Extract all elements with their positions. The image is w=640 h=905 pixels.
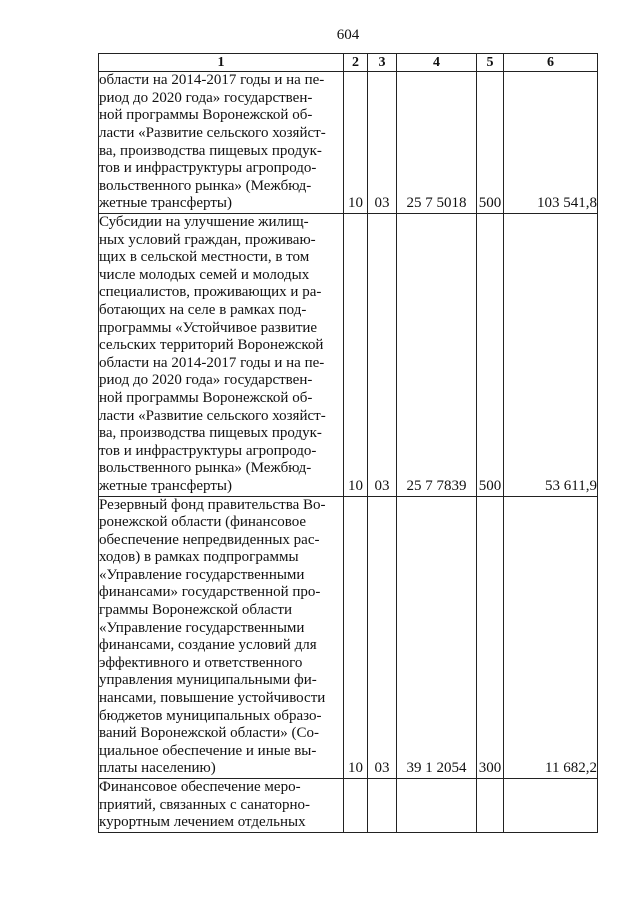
row-expense-type xyxy=(477,779,504,833)
row-section: 10 xyxy=(344,496,368,779)
row-subsection: 03 xyxy=(368,496,397,779)
row-expense-type: 300 xyxy=(477,496,504,779)
table-row xyxy=(99,72,598,214)
row-section xyxy=(344,779,368,833)
column-header-3: 3 xyxy=(368,54,397,72)
budget-table xyxy=(98,53,598,833)
row-section: 10 xyxy=(344,72,368,214)
table-header-row xyxy=(99,54,598,72)
column-header-2: 2 xyxy=(344,54,368,72)
row-expense-type: 500 xyxy=(477,214,504,497)
row-target-article: 25 7 5018 xyxy=(397,72,477,214)
page-number: 604 xyxy=(336,27,360,43)
row-subsection xyxy=(368,779,397,833)
row-section: 10 xyxy=(344,214,368,497)
row-target-article xyxy=(397,779,477,833)
row-amount: 11 682,2 xyxy=(504,496,598,779)
column-header-5: 5 xyxy=(477,54,504,72)
table-row xyxy=(99,214,598,497)
row-description: Субсидии на улучшение жилищ- ных условий граждан, проживаю- щих в сельской местности, в том числе молодых семей и молодых специалистов, проживающих и ра- ботающих на селе в рамках под- программы «Устойчивое развитие сельских территорий Воронежской области на 2014-2017 годы и на пе- риод до 2020 года» государствен- ной программы Воронежской об- ласти «Развитие сельского хозяйст- ва, производства пищевых продук- тов и инфраструктуры агропродо- вольственного рынка» (Межбюд- жетные трансферты) xyxy=(99,214,344,497)
row-expense-type: 500 xyxy=(477,72,504,214)
column-header-1: 1 xyxy=(99,54,344,72)
row-target-article: 39 1 2054 xyxy=(397,496,477,779)
row-subsection: 03 xyxy=(368,214,397,497)
table-row xyxy=(99,779,598,833)
row-subsection: 03 xyxy=(368,72,397,214)
column-header-4: 4 xyxy=(397,54,477,72)
row-amount: 103 541,8 xyxy=(504,72,598,214)
row-amount: 53 611,9 xyxy=(504,214,598,497)
row-amount xyxy=(504,779,598,833)
table-row xyxy=(99,496,598,779)
row-description: области на 2014-2017 годы и на пе- риод до 2020 года» государствен- ной программы Воронежской об- ласти «Развитие сельского хозяйст- ва, производства пищевых продук- тов и инфраструктуры агропродо- вольственного рынка» (Межбюд- жетные трансферты) xyxy=(99,72,344,214)
row-target-article: 25 7 7839 xyxy=(397,214,477,497)
row-description: Резервный фонд правительства Во- ронежской области (финансовое обеспечение непредвиденных рас- ходов) в рамках подпрограммы «Управление государственными финансами» государственной про- граммы Воронежской области «Управление государственными финансами, создание условий для эффективного и ответственного управления муниципальными фи- нансами, повышение устойчивости бюджетов муниципальных образо- ваний Воронежской области» (Со- циальное обеспечение и иные вы- платы населению) xyxy=(99,496,344,779)
column-header-6: 6 xyxy=(504,54,598,72)
row-description: Финансовое обеспечение меро- приятий, связанных с санаторно- курортным лечением отдельных xyxy=(99,779,344,833)
